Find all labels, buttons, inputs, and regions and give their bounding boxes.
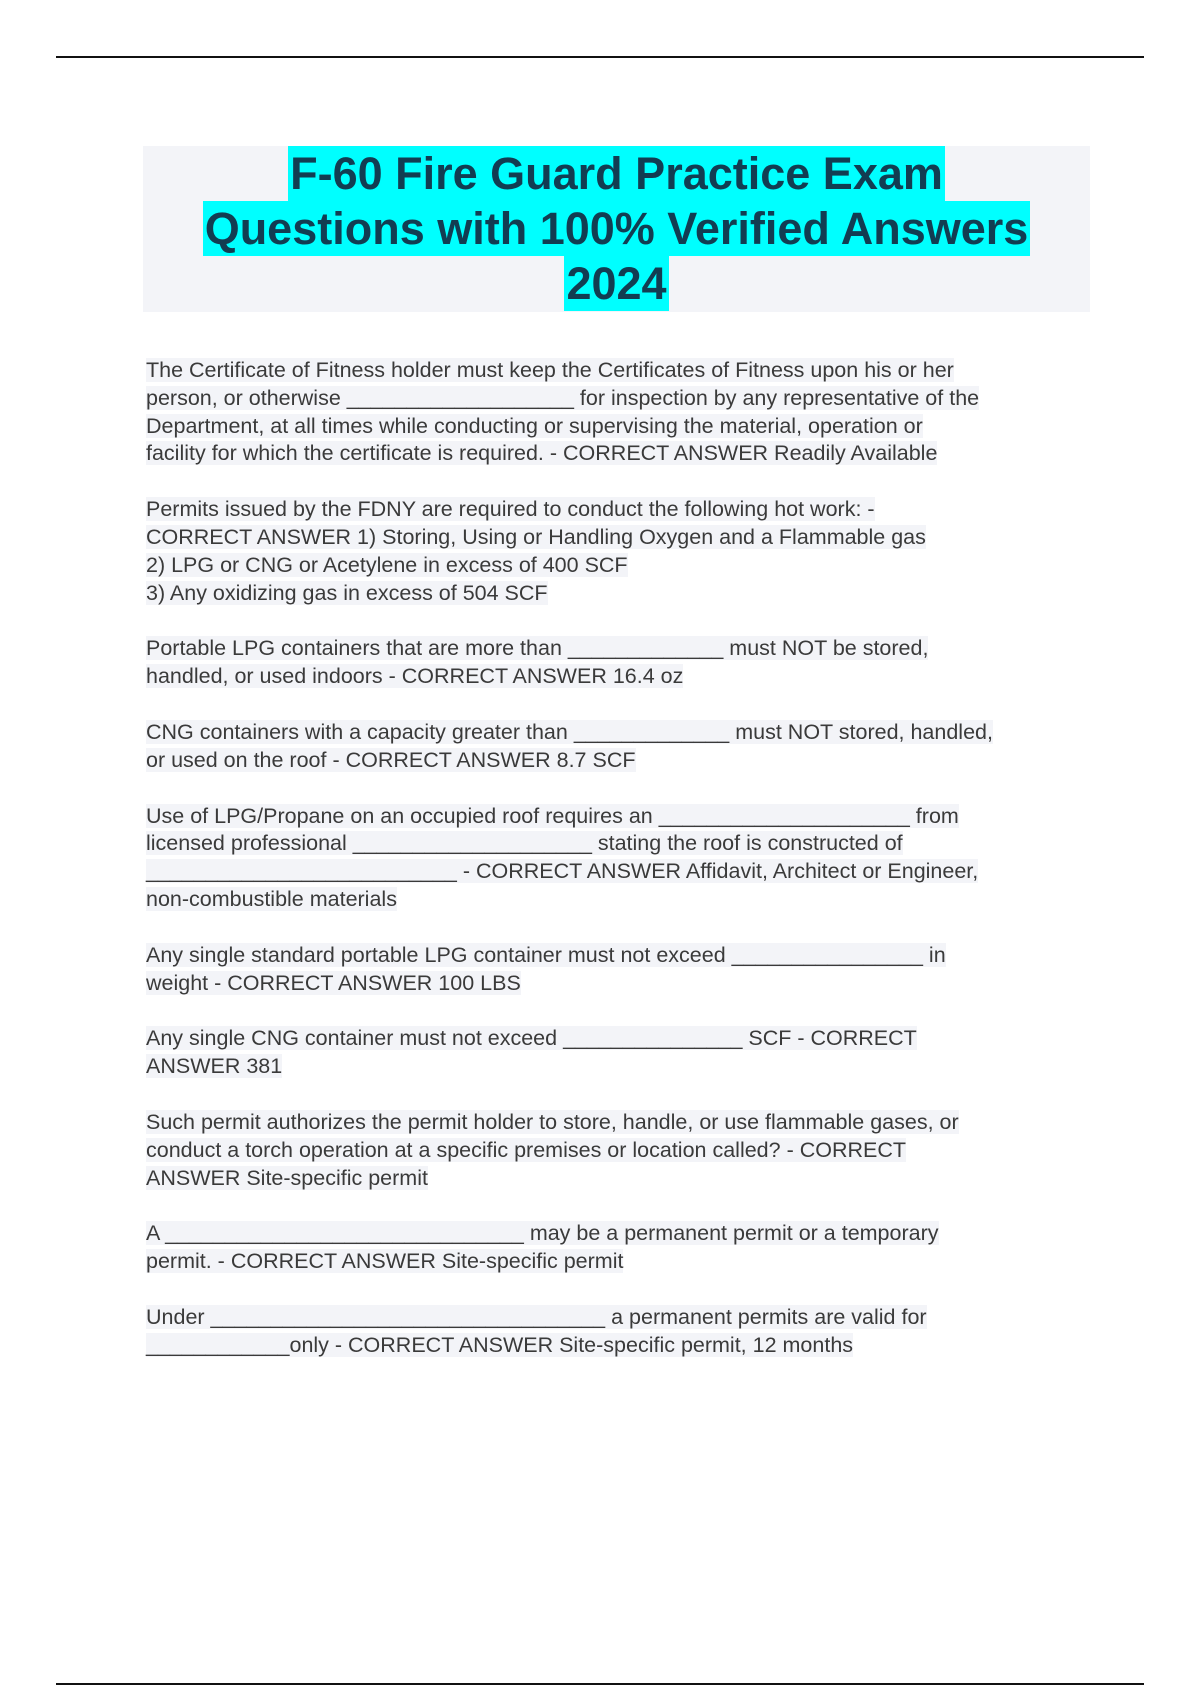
question-text-line: weight - CORRECT ANSWER 100 LBS [146, 970, 521, 995]
bottom-rule [56, 1683, 1144, 1685]
question-text-line: Use of LPG/Propane on an occupied roof requires an _____________________ from [146, 803, 959, 828]
question-text-line: CNG containers with a capacity greater than _____________ must NOT stored, handled, [146, 719, 993, 744]
question-text-line: ANSWER 381 [146, 1054, 283, 1079]
question-text-line: CORRECT ANSWER 1) Storing, Using or Handling Oxygen and a Flammable gas [146, 524, 926, 549]
question-text-line: __________________________ - CORRECT ANSWER Affidavit, Architect or Engineer, [146, 859, 979, 884]
question-list [146, 357, 1096, 1388]
question-text-line: A ______________________________ may be a permanent permit or a temporary [146, 1221, 939, 1246]
question-text-line: facility for which the certificate is required. - CORRECT ANSWER Readily Available [146, 441, 938, 466]
question-text-line: person, or otherwise ___________________ for inspection by any representative of the [146, 385, 980, 410]
top-rule [56, 56, 1144, 58]
question-text-line: licensed professional ____________________ stating the roof is constructed of [146, 831, 903, 856]
question-text-line: 2) LPG or CNG or Acetylene in excess of 400 SCF [146, 552, 628, 577]
question-text-line: Portable LPG containers that are more than _____________ must NOT be stored, [146, 636, 929, 661]
question-text-line: permit. - CORRECT ANSWER Site-specific permit [146, 1249, 624, 1274]
title-line-3: 2024 [566, 258, 667, 309]
question-text-line: Any single standard portable LPG container must not exceed ________________ in [146, 942, 946, 967]
question-text-line: Department, at all times while conducting or supervising the material, operation or [146, 413, 923, 438]
question-text-line: Such permit authorizes the permit holder to store, handle, or use flammable gases, or [146, 1109, 959, 1134]
question-item [146, 803, 1096, 914]
question-item [146, 1109, 1096, 1192]
question-text-line: handled, or used indoors - CORRECT ANSWER 16.4 oz [146, 664, 684, 689]
question-text-line: ____________only - CORRECT ANSWER Site-specific permit, 12 months [146, 1332, 854, 1357]
title-banner [143, 146, 1090, 312]
question-text-line: ANSWER Site-specific permit [146, 1165, 428, 1190]
title-line-1: F-60 Fire Guard Practice Exam [290, 148, 943, 199]
question-text-line: Any single CNG container must not exceed _______________ SCF - CORRECT [146, 1026, 917, 1051]
question-item [146, 719, 1096, 775]
question-text-line: Permits issued by the FDNY are required to conduct the following hot work: - [146, 497, 875, 522]
question-text-line: 3) Any oxidizing gas in excess of 504 SCF [146, 580, 548, 605]
question-item [146, 496, 1096, 607]
question-item [146, 1025, 1096, 1081]
question-text-line: Under _________________________________ a permanent permits are valid for [146, 1304, 927, 1329]
question-text-line: non-combustible materials [146, 886, 397, 911]
question-item [146, 942, 1096, 998]
question-item [146, 635, 1096, 691]
title-line-2: Questions with 100% Verified Answers [204, 203, 1029, 254]
question-item [146, 1220, 1096, 1276]
question-text-line: or used on the roof - CORRECT ANSWER 8.7 SCF [146, 747, 636, 772]
question-text-line: conduct a torch operation at a specific premises or location called? - CORRECT [146, 1137, 907, 1162]
question-item [146, 357, 1096, 468]
question-text-line: The Certificate of Fitness holder must keep the Certificates of Fitness upon his or her [146, 358, 954, 382]
question-item [146, 1304, 1096, 1360]
